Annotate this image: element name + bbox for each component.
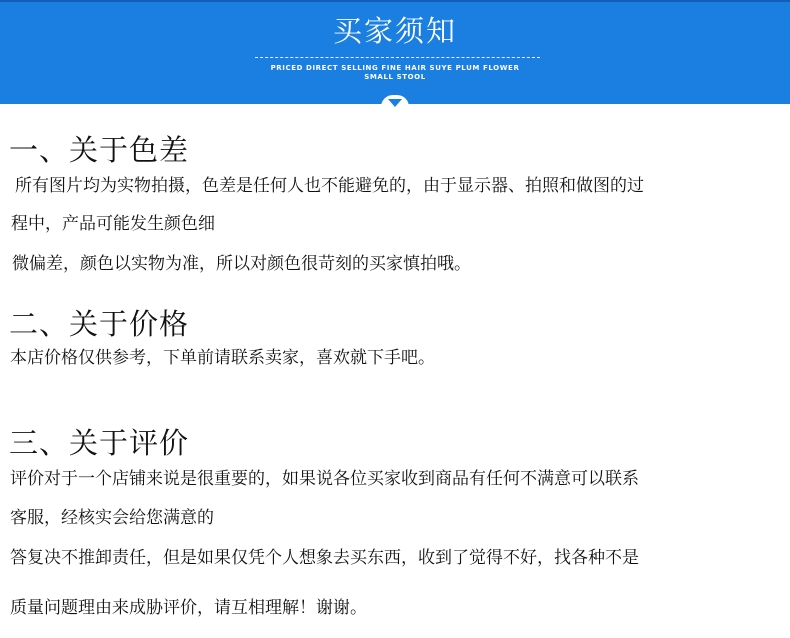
banner-subtitle-line-1: PRICED DIRECT SELLING FINE HAIR SUYE PLUM FLOWER: [270, 64, 520, 72]
section-heading-color-difference: 一、关于色差: [9, 133, 190, 167]
section-text-line: 客服，经核实会给您满意的: [10, 508, 214, 528]
section-text-line: 评价对于一个店铺来说是很重要的，如果说各位买家收到商品有任何不满意可以联系: [10, 469, 639, 489]
header-banner: [0, 0, 790, 104]
section-text-line: 质量问题理由来成胁评价，请互相理解！谢谢。: [10, 598, 367, 618]
section-text-line: 答复决不推卸责任，但是如果仅凭个人想象去买东西，收到了觉得不好，找各种不是: [10, 548, 639, 568]
section-text-line: 本店价格仅供参考，下单前请联系卖家，喜欢就下手吧。: [10, 348, 435, 368]
section-heading-price: 二、关于价格: [9, 307, 190, 341]
chevron-down-icon: [388, 99, 402, 107]
banner-subtitle-line-2: SMALL STOOL: [364, 73, 426, 81]
banner-divider: [255, 57, 540, 58]
section-heading-reviews: 三、关于评价: [9, 426, 190, 460]
banner-title: 买家须知: [332, 14, 457, 48]
section-text-line: 程中，产品可能发生颜色细: [11, 214, 215, 234]
section-text-line: 微偏差，颜色以实物为准，所以对颜色很苛刻的买家慎拍哦。: [12, 254, 471, 274]
section-text-line: 所有图片均为实物拍摄，色差是任何人也不能避免的，由于显示器、拍照和做图的过: [15, 176, 644, 196]
